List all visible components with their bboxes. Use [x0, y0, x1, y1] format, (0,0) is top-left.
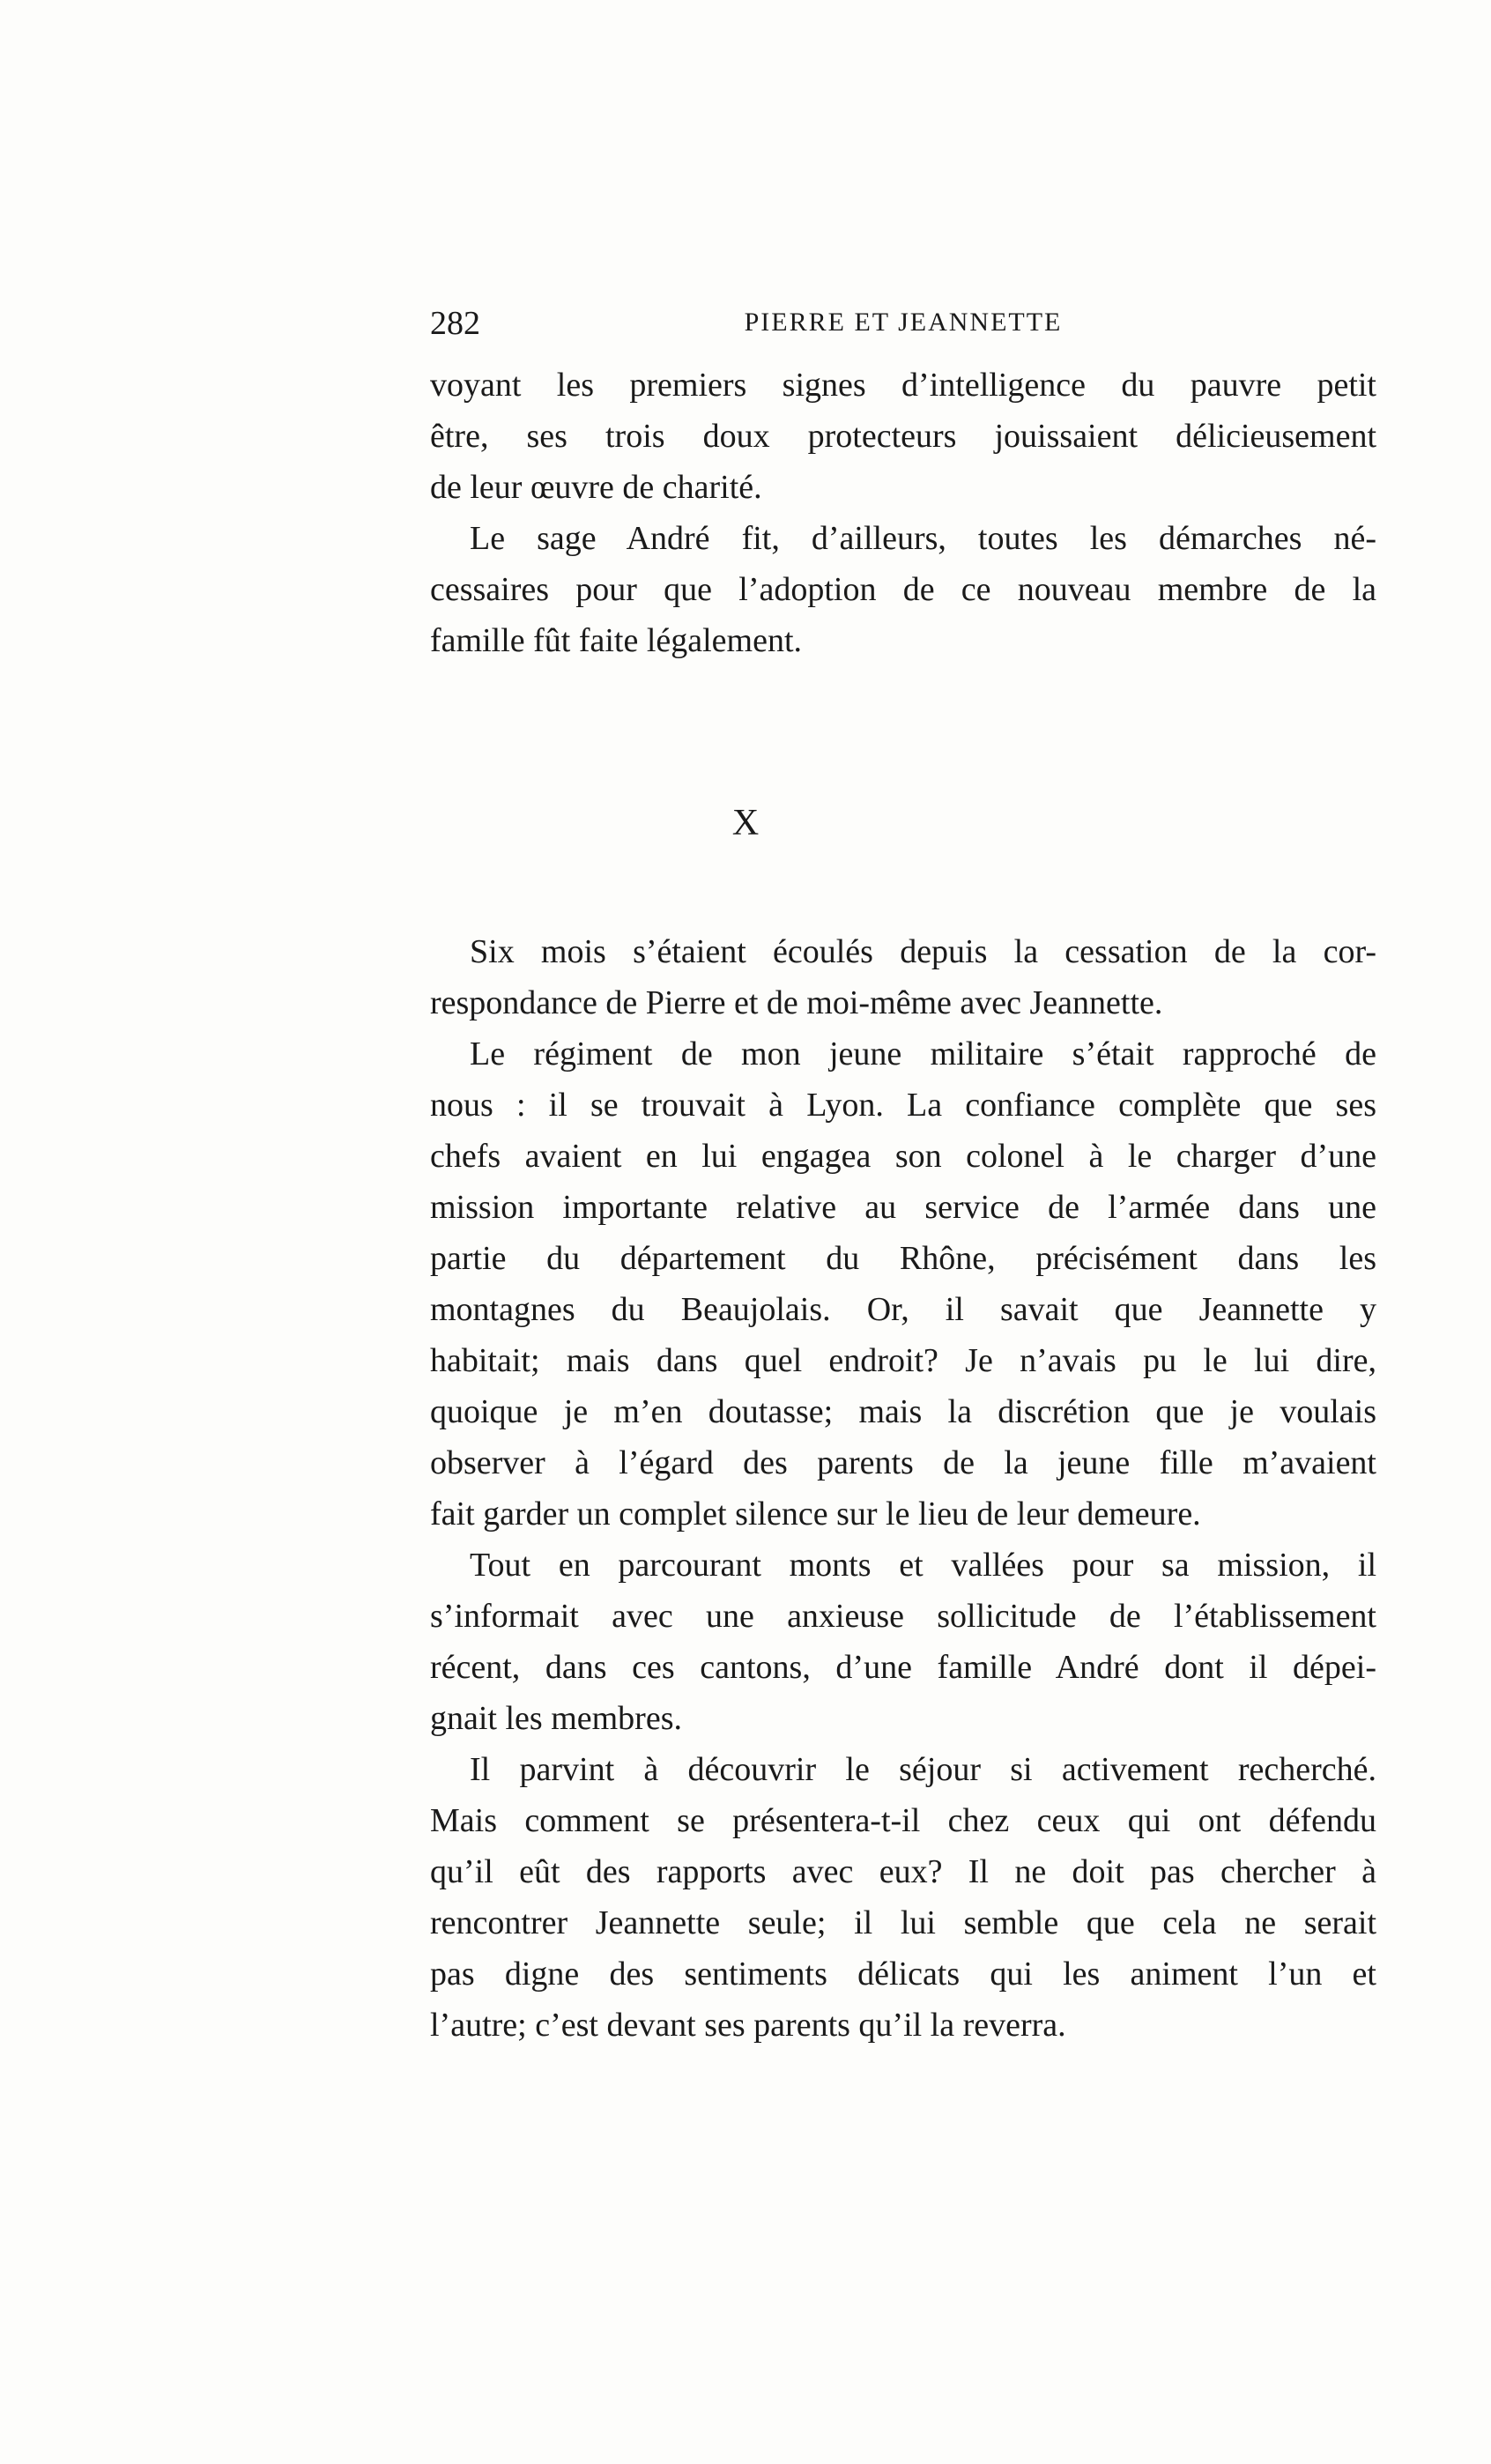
text-line: pas digne des sentiments délicats qui les animent l’un et — [430, 1956, 1376, 1993]
text-line: montagnes du Beaujolais. Or, il savait que Jeannette y — [430, 1291, 1376, 1328]
text-line: fait garder un complet silence sur le lieu de leur demeure. — [430, 1495, 1201, 1533]
text-line: Il parvint à découvrir le séjour si activement recherché. — [470, 1751, 1376, 1788]
page-number: 282 — [430, 305, 480, 342]
text-line: l’autre; c’est devant ses parents qu’il la reverra. — [430, 2007, 1066, 2044]
running-title: PIERRE ET JEANNETTE — [744, 308, 1063, 337]
paragraph — [430, 1540, 1376, 1744]
text-line: nous : il se trouvait à Lyon. La confiance complète que ses — [430, 1087, 1376, 1124]
text-line: mission importante relative au service de l’armée dans une — [430, 1189, 1376, 1226]
text-line: habitait; mais dans quel endroit? Je n’avais pu le lui dire, — [430, 1342, 1376, 1379]
text-line: quoique je m’en doutasse; mais la discrétion que je voulais — [430, 1393, 1376, 1430]
text-line: Le sage André fit, d’ailleurs, toutes les démarches né- — [470, 520, 1376, 557]
text-line: gnait les membres. — [430, 1700, 682, 1737]
body-text-top — [430, 360, 1376, 666]
section-heading: X — [731, 803, 760, 843]
paragraph — [430, 926, 1376, 1028]
paragraph — [430, 1744, 1376, 2051]
text-line: Six mois s’étaient écoulés depuis la cessation de la cor- — [470, 933, 1376, 970]
text-line: observer à l’égard des parents de la jeune fille m’avaient — [430, 1444, 1376, 1481]
text-line: Tout en parcourant monts et vallées pour sa mission, il — [470, 1547, 1376, 1584]
text-line: qu’il eût des rapports avec eux? Il ne doit pas chercher à — [430, 1853, 1376, 1890]
paragraph — [430, 360, 1376, 513]
text-line: voyant les premiers signes d’intelligence du pauvre petit — [430, 367, 1376, 404]
paragraph — [430, 513, 1376, 666]
paragraph — [430, 1028, 1376, 1540]
text-line: récent, dans ces cantons, d’une famille André dont il dépei- — [430, 1649, 1376, 1686]
text-line: s’informait avec une anxieuse sollicitude de l’établissement — [430, 1598, 1376, 1635]
text-line: Le régiment de mon jeune militaire s’était rapproché de — [470, 1035, 1376, 1072]
text-line: Mais comment se présentera-t-il chez ceux qui ont défendu — [430, 1802, 1376, 1839]
text-line: rencontrer Jeannette seule; il lui semble que cela ne serait — [430, 1904, 1376, 1941]
text-line: famille fût faite légalement. — [430, 622, 803, 659]
text-line: de leur œuvre de charité. — [430, 469, 762, 506]
text-line: partie du département du Rhône, précisément dans les — [430, 1240, 1376, 1277]
running-header — [430, 304, 1376, 346]
text-line: cessaires pour que l’adoption de ce nouveau membre de la — [430, 571, 1376, 608]
text-line: respondance de Pierre et de moi-même avec Jeannette. — [430, 984, 1163, 1021]
body-text-section — [430, 926, 1376, 2051]
text-line: chefs avaient en lui engagea son colonel à le charger d’une — [430, 1138, 1376, 1175]
text-line: être, ses trois doux protecteurs jouissaient délicieusement — [430, 418, 1376, 455]
